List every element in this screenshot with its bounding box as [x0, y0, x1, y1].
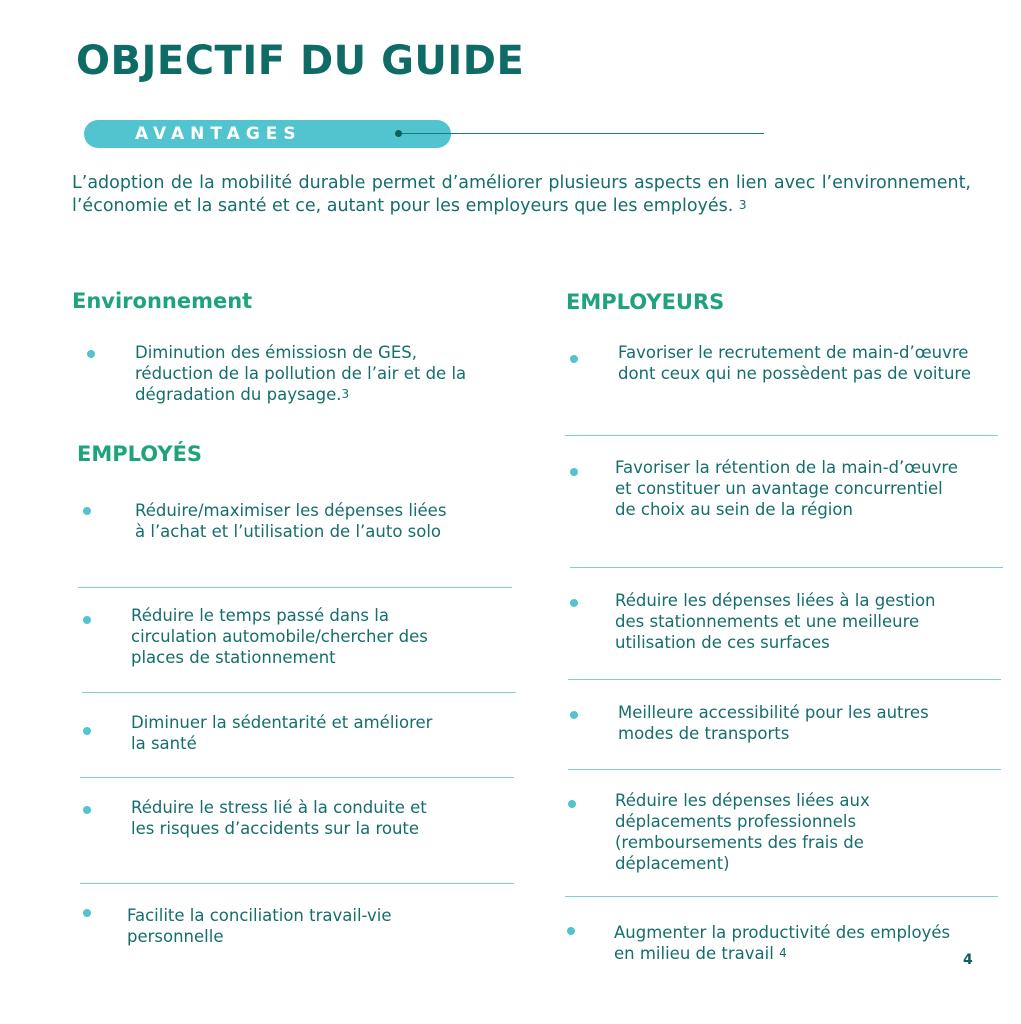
bullet-icon [570, 711, 578, 719]
bullet-icon [83, 806, 91, 814]
bullet-icon [570, 355, 578, 363]
divider [565, 435, 998, 436]
list-item: Diminuer la sédentarité et améliorer la santé [131, 713, 433, 753]
divider [80, 777, 514, 778]
heading-employes: EMPLOYÉS [77, 442, 203, 466]
list-item: Réduire le temps passé dans la circulation automobile/chercher des places de stationnement [131, 606, 428, 667]
section-pill-label: AVANTAGES [135, 124, 302, 144]
item-text: Augmenter la productivité des employés en milieu de travail [614, 923, 951, 963]
list-item: Favoriser le recrutement de main-d’œuvre dont ceux qui ne possèdent pas de voiture [618, 343, 971, 383]
pill-connector-line [398, 133, 764, 134]
divider [78, 587, 512, 588]
bullet-icon [570, 599, 578, 607]
divider [568, 769, 1001, 770]
list-item: Réduire/maximiser les dépenses liées à l’achat et l’utilisation de l’auto solo [135, 501, 447, 541]
bullet-icon [83, 909, 91, 917]
list-item: Meilleure accessibilité pour les autres modes de transports [618, 703, 929, 743]
bullet-icon [87, 350, 95, 358]
page-title: OBJECTIF DU GUIDE [76, 38, 525, 84]
footnote-ref: 3 [341, 387, 350, 401]
divider [568, 679, 1001, 680]
footnote-ref: 3 [738, 198, 747, 212]
divider [570, 567, 1003, 568]
bullet-icon [568, 800, 576, 808]
bullet-icon [567, 927, 575, 935]
list-item [614, 922, 959, 964]
intro-paragraph [72, 172, 971, 217]
list-item [135, 342, 475, 405]
heading-environnement: Environnement [72, 289, 253, 313]
list-item: Réduire le stress lié à la conduite et les risques d’accidents sur la route [131, 798, 427, 838]
divider [565, 896, 998, 897]
page-number: 4 [963, 952, 973, 968]
intro-text: L’adoption de la mobilité durable permet d’améliorer plusieurs aspects en lien avec l’environnement, l’économie et la santé et ce, autant pour les employeurs que les employés. [72, 173, 971, 216]
bullet-icon [83, 727, 91, 735]
heading-employeurs: EMPLOYEURS [566, 290, 725, 314]
item-text: Diminution des émissiosn de GES, réduction de la pollution de l’air et de la dégradation du paysage. [135, 343, 467, 404]
list-item: Favoriser la rétention de la main-d’œuvre et constituer un avantage concurrentiel de choix au sein de la région [615, 458, 958, 519]
footnote-ref: 4 [779, 946, 787, 960]
pill-dot-icon [395, 130, 402, 137]
bullet-icon [83, 507, 91, 515]
bullet-icon [570, 468, 578, 476]
list-item: Facilite la conciliation travail-vie personnelle [127, 906, 392, 946]
list-item: Réduire les dépenses liées à la gestion des stationnements et une meilleure utilisation de ces surfaces [615, 591, 936, 652]
divider [80, 883, 514, 884]
bullet-icon [83, 616, 91, 624]
divider [82, 692, 516, 693]
list-item: Réduire les dépenses liées aux déplacements professionnels (remboursements des frais de déplacement) [615, 791, 870, 873]
